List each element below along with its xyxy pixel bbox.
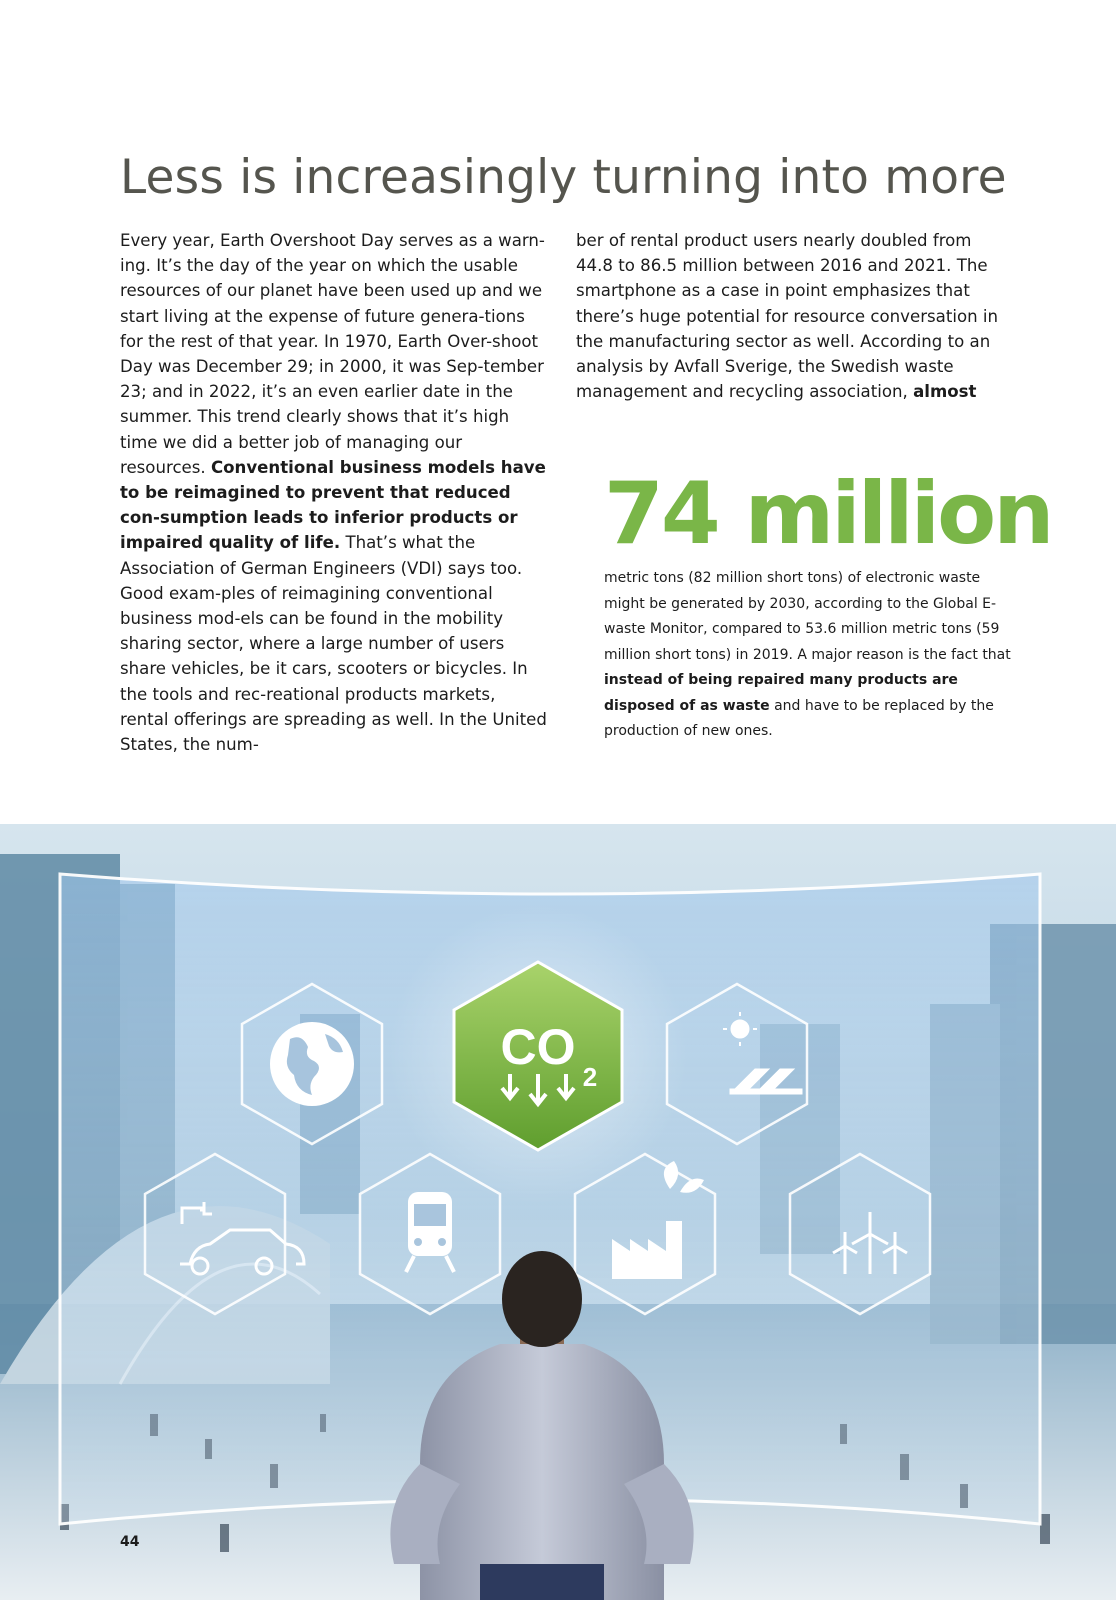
left-column — [120, 228, 548, 757]
stat-text-end: and have to be replaced by the production of new ones. — [604, 697, 994, 739]
right-column — [576, 228, 1006, 404]
stat-description — [604, 566, 1024, 745]
left-column-paragraph — [120, 228, 548, 757]
left-text-bold: Conventional business models have to be reimagined to prevent that reduced con-sumption leads to inferior products or impaired quality of life. — [120, 457, 546, 553]
page-title: Less is increasingly turning into more — [120, 150, 1007, 205]
co2-label: CO — [500, 1019, 576, 1075]
stat-number: 74 million — [604, 464, 1052, 564]
right-text-bold: almost — [913, 382, 977, 402]
right-text: ber of rental product users nearly doubled from 44.8 to 86.5 million between 2016 and 2021. The smartphone as a case in point emphasizes that there’s huge potential for resource conversation in the manufacturing sector as well. According to an analysis by Avfall Sverige, the Swedish waste management and recycling association, — [576, 231, 999, 402]
left-text-intro: Every year, Earth Overshoot Day serves as a warn-ing. It’s the day of the year on which the usable resources of our planet have been used up and we start living at the expense of future genera-tions for the rest of that year. In 1970, Earth Over-shoot Day was December 29; in 2000, it was Sep-tember 23; and in 2022, it’s an even earlier date in the summer. This trend clearly shows that it’s high time we did a better job of managing our resources. — [120, 231, 545, 477]
stat-text-bold: instead of being repaired many products are disposed of as waste — [604, 672, 958, 714]
left-text-continued: That’s what the Association of German Engineers (VDI) says too. Good exam-ples of reimagining conventional business mod-els can be found in the mobility sharing sector, where a large number of users share vehicles, be it cars, scooters or bicycles. In the tools and rec-reational products markets, rental offerings are spreading as well. In the United States, the num- — [120, 533, 547, 755]
stat-callout — [604, 464, 1052, 745]
sustainability-photo — [0, 824, 1116, 1600]
stat-text-start: metric tons (82 million short tons) of electronic waste might be generated by 2030, according to the Global E-waste Monitor, compared to 53.6 million metric tons (59 million short tons) in 2019. A major reason is the fact that — [604, 570, 1011, 663]
globe-icon — [270, 1022, 354, 1106]
page-number: 44 — [120, 1534, 140, 1550]
co2-subscript: 2 — [582, 1062, 598, 1092]
right-column-paragraph — [576, 228, 1006, 404]
